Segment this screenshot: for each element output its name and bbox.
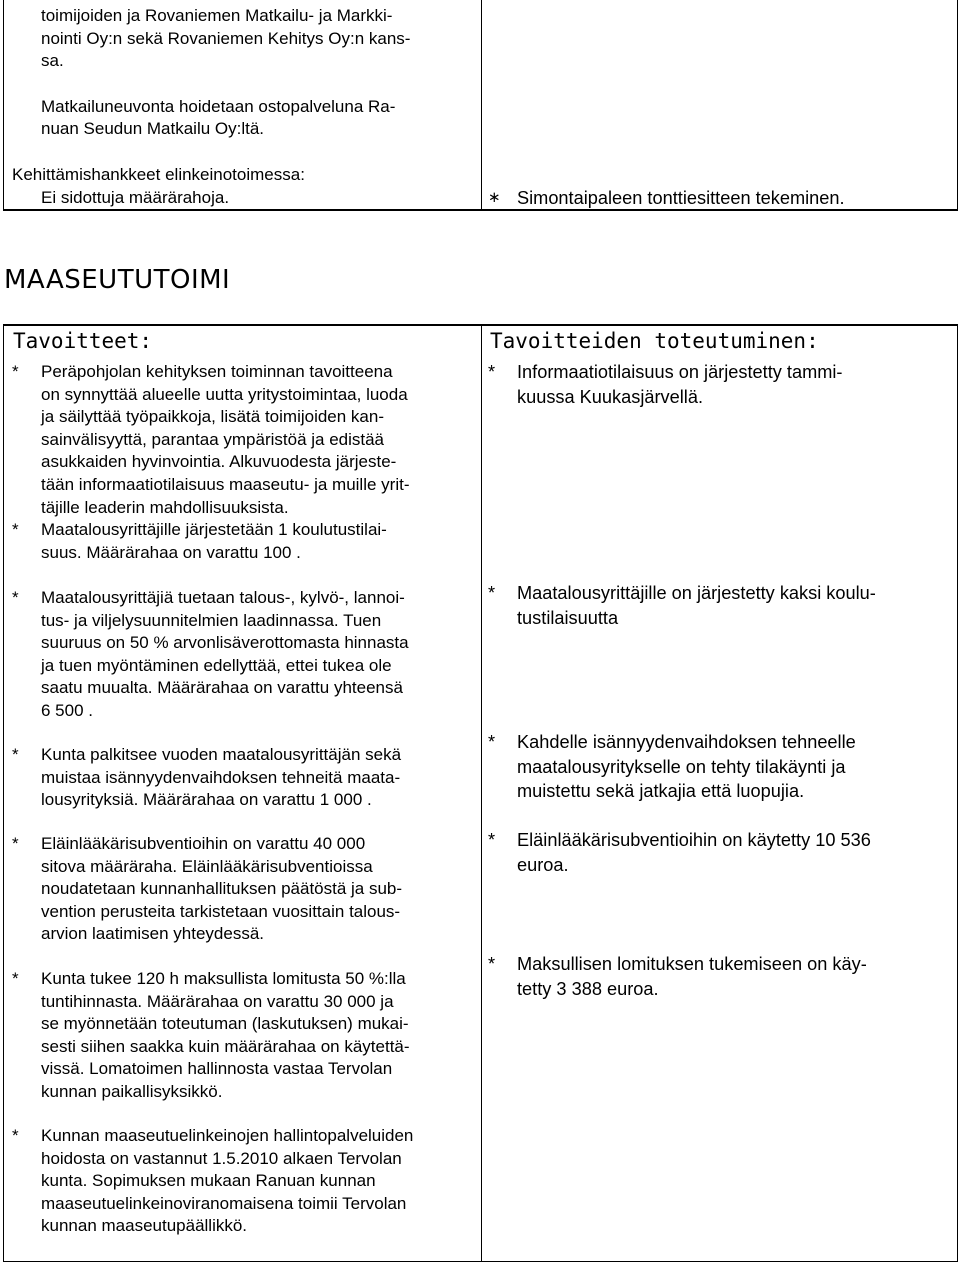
top-left-para2 [12, 96, 472, 141]
goals-item-3-text: Kunta palkitsee vuoden maatalousyrittäjän sekä muistaa isännyydenvaihdoksen tehneitä maata- lousyrityksiä. Määrärahaa on varattu 1 000 . [41, 745, 402, 810]
top-right-cell [488, 186, 950, 211]
asterisk-icon: * [488, 732, 496, 752]
results-item-3 [488, 828, 950, 877]
asterisk-icon: * [12, 520, 19, 539]
asterisk-icon: * [488, 362, 496, 382]
results-item-4-text: Maksullisen lomituksen tukemiseen on käy- tetty 3 388 euroa. [517, 954, 867, 999]
asterisk-icon: * [12, 588, 19, 607]
top-left-para3 [12, 187, 472, 210]
goals-item-4-text: Eläinlääkärisubventioihin on varattu 40 000 sitova määräraha. Eläinlääkärisubventioissa noudatetaan kunnanhallituksen päätöstä ja sub- vention perusteita tarkistetaan vuosittain talous- arvion laatimisen yhteydessä. [41, 834, 403, 944]
asterisk-icon: * [12, 362, 19, 381]
asterisk-icon: * [488, 830, 496, 850]
results-item-0-text: Informaatiotilaisuus on järjestetty tammi- kuussa Kuukasjärvellä. [517, 362, 843, 407]
top-left-para1-text: toimijoiden ja Rovaniemen Matkailu- ja Markki- nointi Oy:n sekä Rovaniemen Kehitys Oy:n kans- sa. [41, 6, 411, 71]
main-table-divider [481, 324, 482, 1262]
asterisk-icon: * [12, 745, 19, 764]
results-item-0 [488, 360, 950, 409]
asterisk-icon: * [12, 834, 19, 853]
asterisk-icon: ∗ [488, 189, 501, 206]
results-item-3-text: Eläinlääkärisubventioihin on käytetty 10 536 euroa. [517, 830, 871, 875]
top-left-para1 [12, 5, 472, 73]
results-item-1 [488, 581, 950, 630]
goals-item-5-text: Kunta tukee 120 h maksullista lomitusta 50 %:lla tuntihinnasta. Määrärahaa on varattu 30 000 ja se myönnetään toteutuman (laskutuksen) mukai- sesti siihen saakka kuin määrärahaa on käytettä- vissä. Lomatoimen hallinnosta vastaa Tervolan kunnan paikallisyksikkö. [41, 969, 410, 1101]
top-left-cell [12, 5, 472, 209]
goals-item-0 [12, 361, 477, 519]
goals-item-6 [12, 1125, 477, 1238]
asterisk-icon: * [12, 969, 19, 988]
results-item-1-text: Maatalousyrittäjille on järjestetty kaksi koulu- tustilaisuutta [517, 583, 876, 628]
goals-item-1 [12, 519, 477, 564]
section-title: MAASEUTUTOIMI [4, 265, 231, 295]
top-left-para3-body: Ei sidottuja määrärahoja. [41, 187, 230, 207]
top-right-item [488, 186, 950, 211]
top-left-para2-text: Matkailuneuvonta hoidetaan ostopalveluna Ra- nuan Seudun Matkailu Oy:ltä. [41, 96, 396, 139]
goals-header: Tavoitteet: [13, 329, 153, 353]
asterisk-icon: * [12, 1126, 19, 1145]
goals-item-0-text: Peräpohjolan kehityksen toiminnan tavoitteena on synnyttää alueelle uutta yritystoimintaa, luoda ja säilyttää työpaikkoja, lisätä toimijoiden kan- sainvälisyyttä, parantaa ympäristöä ja edistää asukkaiden hyvinvointia. Alkuvuodesta järjeste- tään informaatiotilaisuus maaseutu- ja muille yrit- täjille leaderin mahdollisuuksista. [41, 362, 410, 517]
goals-item-2-text: Maatalousyrittäjiä tuetaan talous-, kylvö-, lannoi- tus- ja viljelysuunnitelmien laadinnassa. Tuen suuruus on 50 % arvonlisäverottomasta hinnasta ja tuen myöntäminen edellyttää, ettei tukea ole saatu muualta. Määrärahaa on varattu yhteensä 6 500 . [41, 588, 409, 720]
goals-item-2 [12, 587, 477, 723]
results-item-4 [488, 952, 950, 1001]
goals-item-4 [12, 833, 477, 946]
goals-item-6-text: Kunnan maaseutuelinkeinojen hallintopalveluiden hoidosta on vastannut 1.5.2010 alkaen Tervolan kunta. Sopimuksen mukaan Ranuan kunnan maaseutuelinkeinoviranomaisena toimii Tervolan kunnan maaseutupäällikkö. [41, 1126, 414, 1236]
goals-item-3 [12, 744, 477, 812]
results-item-2-text: Kahdelle isännyydenvaihdoksen tehneelle maatalousyritykselle on tehty tilakäynti ja muistettu sekä jatkajia että luopujia. [517, 732, 856, 802]
goals-item-5 [12, 968, 477, 1104]
results-header: Tavoitteiden toteutuminen: [490, 329, 819, 353]
asterisk-icon: * [488, 583, 496, 603]
top-right-item-text: Simontaipaleen tonttiesitteen tekeminen. [517, 188, 845, 208]
results-item-2 [488, 730, 950, 804]
asterisk-icon: * [488, 954, 496, 974]
top-table-divider [481, 0, 482, 210]
top-left-para3-title: Kehittämishankkeet elinkeinotoimessa: [12, 164, 305, 184]
goals-item-1-text: Maatalousyrittäjille järjestetään 1 koulutustilai- suus. Määrärahaa on varattu 100 . [41, 520, 387, 562]
